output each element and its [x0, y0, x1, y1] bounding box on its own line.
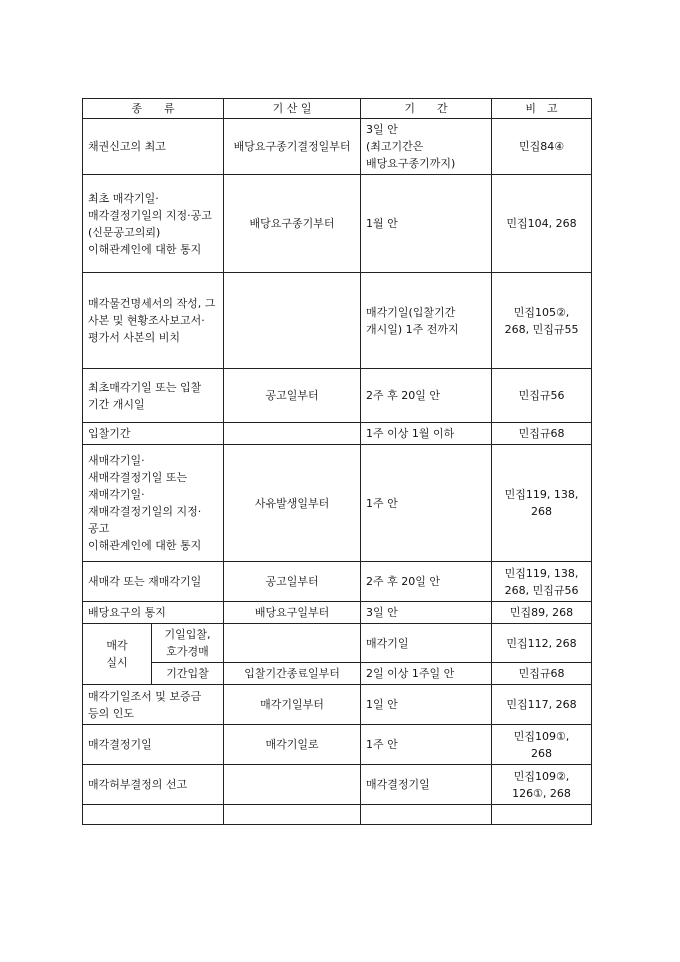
row-start — [224, 765, 361, 805]
row-period: 1주 이상 1월 이하 — [361, 423, 492, 445]
row-note: 민집규68 — [492, 423, 592, 445]
table-row — [83, 685, 592, 725]
row-start: 매각기일로 — [224, 725, 361, 765]
table-row — [83, 602, 592, 624]
row-note: 민집109②, 126①, 268 — [492, 765, 592, 805]
row-note: 민집84④ — [492, 119, 592, 175]
header-period: 기 간 — [361, 99, 492, 119]
row-note: 민집규56 — [492, 369, 592, 423]
row-type: 매각기일조서 및 보증금 등의 인도 — [83, 685, 224, 725]
row-type: 새매각기일·새매각결정기일 또는 재매각기일·재매각결정기일의 지정·공고 이해관계인에 대한 통지 — [83, 445, 224, 562]
table-row — [83, 445, 592, 562]
row-start — [224, 273, 361, 369]
row-start: 배당요구종기결정일부터 — [224, 119, 361, 175]
table-header-row — [83, 99, 592, 119]
sale-label: 매각 실시 — [83, 624, 152, 685]
table-row — [83, 175, 592, 273]
row-period: 2주 후 20일 안 — [361, 562, 492, 602]
empty-cell — [361, 805, 492, 825]
header-type: 종 류 — [83, 99, 224, 119]
row-start — [224, 423, 361, 445]
table-row — [83, 369, 592, 423]
row-type: 채권신고의 최고 — [83, 119, 224, 175]
table-row — [83, 624, 592, 663]
table-row — [83, 725, 592, 765]
row-period: 2일 이상 1주일 안 — [361, 663, 492, 685]
row-period: 1월 안 — [361, 175, 492, 273]
row-start: 공고일부터 — [224, 369, 361, 423]
row-note: 민집112, 268 — [492, 624, 592, 663]
row-period: 매각결정기일 — [361, 765, 492, 805]
row-period: 1주 안 — [361, 445, 492, 562]
table-row — [83, 663, 592, 685]
header-start: 기 산 일 — [224, 99, 361, 119]
row-type: 매각허부결정의 선고 — [83, 765, 224, 805]
table-row — [83, 765, 592, 805]
row-note: 민집105②, 268, 민집규55 — [492, 273, 592, 369]
sale-sub-type: 기일입찰,호가경매 — [152, 624, 224, 663]
row-period: 3일 안 (최고기간은 배당요구종기까지) — [361, 119, 492, 175]
row-type: 매각결정기일 — [83, 725, 224, 765]
row-start: 입찰기간종료일부터 — [224, 663, 361, 685]
header-note: 비 고 — [492, 99, 592, 119]
row-period: 매각기일(입찰기간 개시일) 1주 전까지 — [361, 273, 492, 369]
row-period: 2주 후 20일 안 — [361, 369, 492, 423]
table-row — [83, 273, 592, 369]
deadline-table — [82, 98, 592, 825]
empty-cell — [83, 805, 224, 825]
row-note: 민집119, 138, 268, 민집규56 — [492, 562, 592, 602]
empty-row — [83, 805, 592, 825]
row-note: 민집104, 268 — [492, 175, 592, 273]
row-start: 배당요구종기부터 — [224, 175, 361, 273]
row-type: 입찰기간 — [83, 423, 224, 445]
row-note: 민집109①, 268 — [492, 725, 592, 765]
row-start: 공고일부터 — [224, 562, 361, 602]
row-period: 3일 안 — [361, 602, 492, 624]
row-note: 민집119, 138, 268 — [492, 445, 592, 562]
row-start — [224, 624, 361, 663]
row-start: 매각기일부터 — [224, 685, 361, 725]
row-type: 매각물건명세서의 작성, 그 사본 및 현황조사보고서·평가서 사본의 비치 — [83, 273, 224, 369]
row-period: 1일 안 — [361, 685, 492, 725]
row-start: 배당요구일부터 — [224, 602, 361, 624]
row-type: 배당요구의 통지 — [83, 602, 224, 624]
table-row — [83, 423, 592, 445]
sale-sub-type: 기간입찰 — [152, 663, 224, 685]
row-period: 1주 안 — [361, 725, 492, 765]
row-note: 민집89, 268 — [492, 602, 592, 624]
row-type: 최초매각기일 또는 입찰 기간 개시일 — [83, 369, 224, 423]
row-note: 민집117, 268 — [492, 685, 592, 725]
empty-cell — [224, 805, 361, 825]
row-type: 최초 매각기일·매각결정기일의 지정·공고(신문공고의뢰) 이해관계인에 대한 통지 — [83, 175, 224, 273]
row-note: 민집규68 — [492, 663, 592, 685]
row-start: 사유발생일부터 — [224, 445, 361, 562]
row-period: 매각기일 — [361, 624, 492, 663]
empty-cell — [492, 805, 592, 825]
table-row — [83, 562, 592, 602]
table-row — [83, 119, 592, 175]
row-type: 새매각 또는 재매각기일 — [83, 562, 224, 602]
